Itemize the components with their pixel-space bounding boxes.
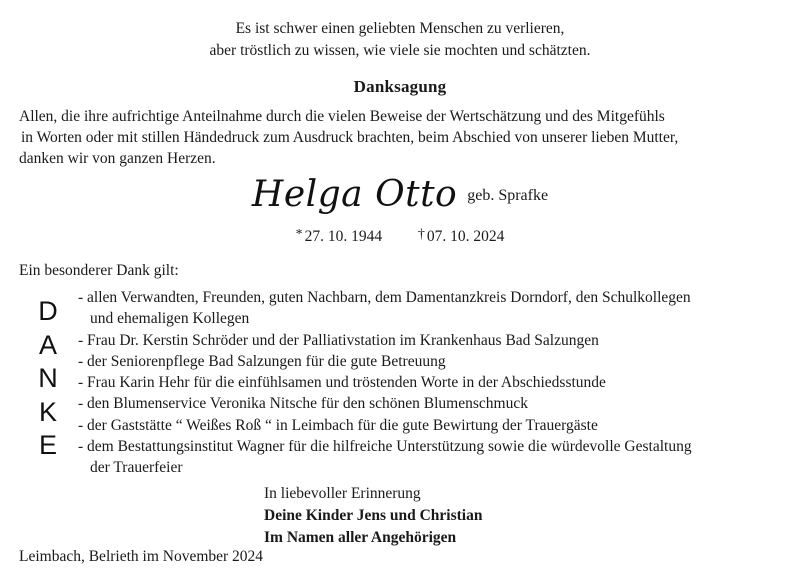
danke-letter: K [38,396,57,427]
motto [0,18,800,62]
list-item-continuation: der Trauerfeier [90,459,183,477]
list-item: - allen Verwandten, Freunden, guten Nachbarn, dem Damentanzkreis Dorndorf, den Schulkollegen [78,289,691,306]
thanks-list [78,287,788,479]
birth-star-icon: * [295,227,303,242]
page-title: Danksagung [353,77,447,96]
danke-vertical-word [33,295,63,463]
thanks-line: Allen, die ihre aufrichtige Anteilnahme durch die vielen Beweise der Wertschätzung und des Mitgefühls [19,108,665,125]
danke-letter: N [38,363,58,393]
place-and-date: Leimbach, Belrieth im November 2024 [19,548,264,565]
list-item: - dem Bestattungsinstitut Wagner für die hilfreiche Unterstützung sowie die würdevolle Gestaltung [78,438,692,456]
closing-line: In liebevoller Erinnerung [264,485,421,502]
list-item: - Frau Dr. Kerstin Schröder und der Palliativstation im Krankenhaus Bad Salzungen [78,331,599,349]
closing-signature [264,483,482,549]
motto-line: Es ist schwer einen geliebten Menschen zu verlieren, [235,20,565,37]
thanks-paragraph [19,106,789,169]
thanks-line: danken wir von ganzen Herzen. [19,150,216,167]
special-thanks-label: Ein besonderer Dank gilt: [19,262,179,279]
thanks-line: in Worten oder mit stillen Händedruck zum Ausdruck brachten, beim Abschied von unserer lieben Mutter, [21,129,679,146]
list-item: - den Blumenservice Veronika Nitsche für den schönen Blumenschmuck [78,395,528,413]
death-cross-icon: † [417,227,425,242]
danke-letter: A [38,329,57,360]
danke-letter: D [38,296,58,326]
birth-date: 27. 10. 1944 [304,228,383,245]
list-item-continuation: und ehemaligen Kollegen [90,310,250,328]
list-item: - der Seniorenpflege Bad Salzungen für die gute Betreuung [78,352,446,370]
list-item: - der Gaststätte “ Weißes Roß “ in Leimbach für die gute Bewirtung der Trauergäste [78,416,598,434]
death-date: 07. 10. 2024 [426,228,505,245]
deceased-name: Helga Otto [251,174,458,215]
danke-letter: E [38,430,57,460]
signatories: Deine Kinder Jens und Christian [264,507,483,524]
list-item: - Frau Karin Hehr für die einfühlsamen und tröstenden Worte in der Abschiedsstunde [78,374,606,392]
life-dates [0,227,800,246]
birth-name: geb. Sprafke [467,187,549,204]
deceased-name-line [0,174,800,215]
motto-line: aber tröstlich zu wissen, wie viele sie mochten und schätzten. [209,42,591,59]
signatories-note: Im Namen aller Angehörigen [264,529,457,546]
